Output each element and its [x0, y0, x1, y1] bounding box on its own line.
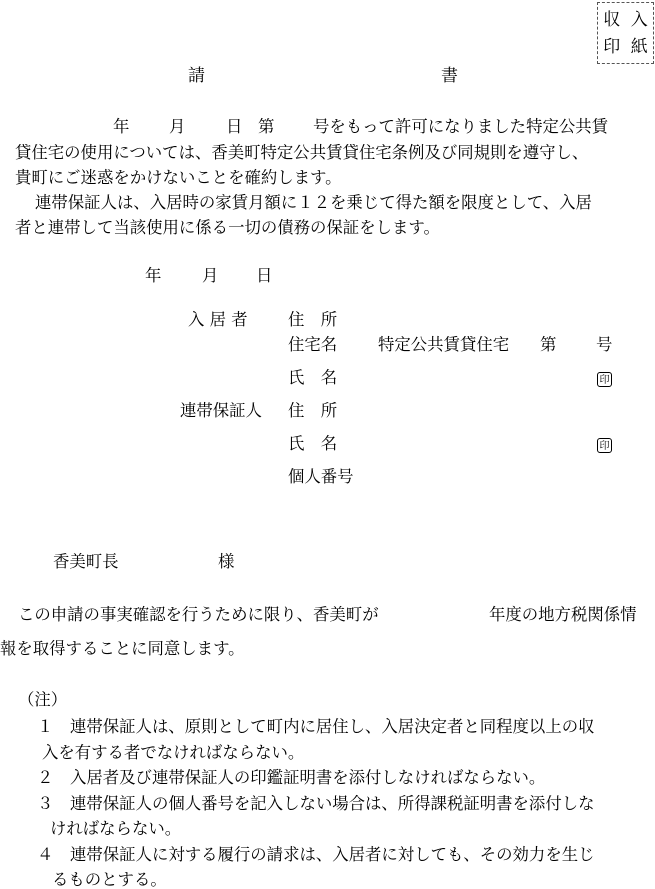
- note-1-line-1: 連帯保証人は、原則として町内に居住し、入居決定者と同程度以上の収: [70, 717, 595, 736]
- consent-part-1: この申請の事実確認を行うために限り、香美町が: [18, 605, 379, 624]
- seal-icon: 印: [597, 372, 612, 387]
- guarantee-line-1: 連帯保証人は、入居時の家賃月額に１２を乗じて得た額を限度として、入居: [35, 193, 592, 212]
- stamp-char: 印: [603, 37, 621, 57]
- seal-icon: 印: [597, 438, 612, 453]
- tenant-housing-label: 住宅名: [288, 335, 338, 354]
- tenant-name-label: 氏 名: [288, 368, 338, 387]
- addressee-sama: 様: [218, 552, 235, 571]
- tenant-address-label: 住 所: [288, 310, 338, 329]
- note-2-line-1: 入居者及び連帯保証人の印鑑証明書を添付しなければならない。: [70, 768, 546, 787]
- tenant-role: 入 居 者: [188, 310, 248, 329]
- stamp-char: 収: [603, 10, 621, 30]
- note-4-line-1: 連帯保証人に対する履行の請求は、入居者に対しても、その効力を生じ: [70, 845, 595, 864]
- intro-rest: 号をもって許可になりました特定公共賃: [313, 117, 609, 136]
- consent-line-2: 報を取得することに同意します。: [0, 639, 245, 658]
- revenue-stamp-box: [597, 2, 654, 64]
- guarantor-role: 連帯保証人: [180, 401, 262, 420]
- tenant-housing-dai: 第: [540, 335, 557, 354]
- intro-dai: 第: [258, 117, 275, 136]
- note-2-number: ２: [37, 768, 54, 787]
- note-3-line-2: ければならない。: [50, 819, 182, 838]
- guarantor-name-label: 氏 名: [288, 434, 338, 453]
- title-char-2: 書: [441, 66, 458, 86]
- stamp-line-2: [598, 39, 653, 56]
- guarantor-address-label: 住 所: [288, 401, 338, 420]
- guarantor-seal-mark: [597, 436, 612, 453]
- intro-year: 年: [113, 117, 130, 136]
- guarantor-mynumber-label: 個人番号: [288, 467, 354, 486]
- intro-line-2: 貸住宅の使用については、香美町特定公共賃貸住宅条例及び同規則を遵守し、: [15, 143, 589, 162]
- note-3-number: ３: [37, 794, 54, 813]
- tenant-seal-mark: [597, 370, 612, 387]
- note-4-line-2: るものとする。: [52, 870, 167, 889]
- intro-line-3: 貴町にご迷惑をかけないことを確約します。: [15, 168, 342, 187]
- note-1-line-2: 入を有する者でなければならない。: [42, 743, 305, 762]
- note-3-line-1: 連帯保証人の個人番号を記入しない場合は、所得課税証明書を添付しな: [70, 794, 595, 813]
- note-4-number: ４: [37, 845, 54, 864]
- date-month: 月: [202, 266, 219, 285]
- stamp-char: 入: [630, 10, 648, 30]
- tenant-housing-value: 特定公共賃貸住宅: [378, 335, 510, 354]
- title-char-1: 請: [188, 66, 205, 86]
- guarantee-line-2: 者と連帯して当該使用に係る一切の債務の保証をします。: [15, 218, 440, 237]
- intro-day: 日: [226, 117, 243, 136]
- date-day: 日: [256, 266, 273, 285]
- stamp-char: 紙: [630, 37, 648, 57]
- date-year: 年: [145, 266, 162, 285]
- addressee-name: 香美町長: [53, 552, 119, 571]
- notes-header: （注）: [18, 690, 68, 709]
- tenant-housing-go: 号: [596, 335, 613, 354]
- consent-part-2: 年度の地方税関係情: [489, 605, 637, 624]
- intro-month: 月: [169, 117, 186, 136]
- stamp-line-1: [598, 12, 653, 29]
- note-1-number: １: [37, 717, 54, 736]
